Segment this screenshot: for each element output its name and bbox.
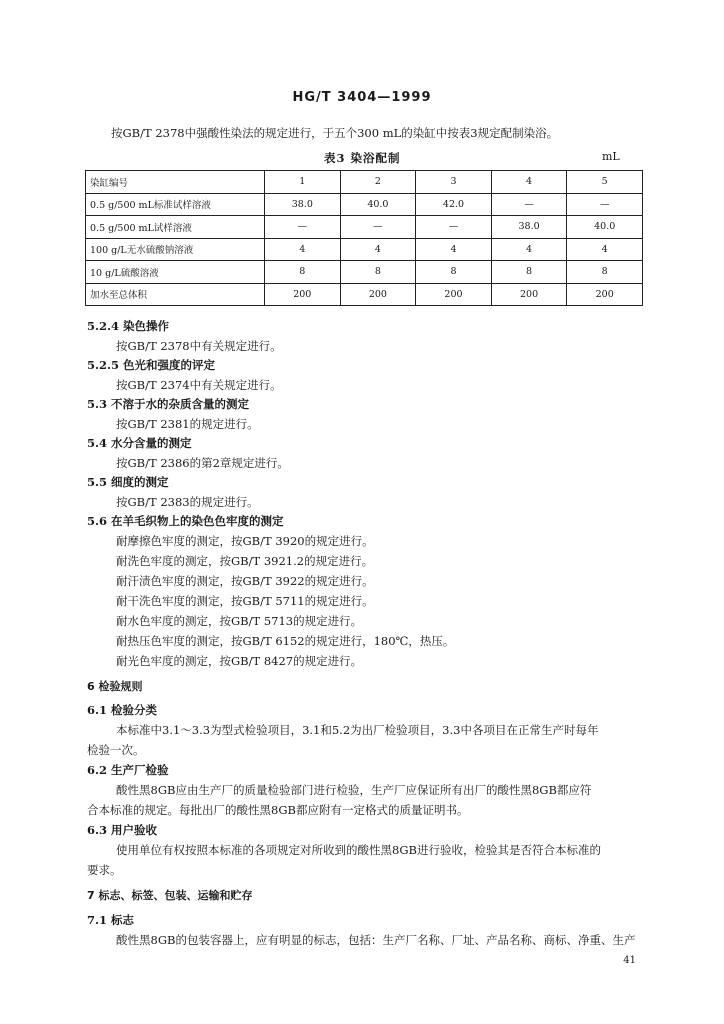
table-cell: 8 (491, 261, 567, 284)
section-heading: 5.4 水分含量的测定 (87, 436, 192, 450)
row-label: 10 g/L硫酸溶液 (86, 261, 265, 284)
paragraph-line: 酸性黑8GB的包装容器上，应有明显的标志，包括：生产厂名称、厂址、产品名称、商标、净重、生产 (116, 933, 636, 947)
table-cell: 38.0 (265, 193, 341, 216)
paragraph-line: 使用单位有权按照本标准的各项规定对所收到的酸性黑8GB进行验收，检验其是否符合本标准的 (116, 843, 601, 857)
table-row (86, 238, 643, 261)
dye-bath-table (85, 170, 643, 306)
list-item: 耐摩擦色牢度的测定，按GB/T 3920的规定进行。 (116, 534, 374, 548)
table-cell: 4 (416, 238, 492, 261)
table-cell: — (567, 193, 643, 216)
standard-header: HG/T 3404—1999 (292, 90, 432, 105)
chapter-heading: 7 标志、标签、包装、运输和贮存 (87, 889, 253, 902)
row-label: 染缸编号 (86, 171, 265, 194)
table-cell: 200 (416, 283, 492, 306)
paragraph-line: 本标准中3.1～3.3为型式检验项目，3.1和5.2为出厂检验项目，3.3中各项目在正常生产时每年 (116, 723, 599, 737)
paragraph-line: 酸性黑8GB应由生产厂的质量检验部门进行检验，生产厂应保证所有出厂的酸性黑8GB都应符 (116, 783, 592, 797)
table-cell: — (265, 216, 341, 239)
table-cell: 5 (567, 171, 643, 194)
table-cell: 4 (491, 171, 567, 194)
section-text: 按GB/T 2374中有关规定进行。 (116, 378, 282, 392)
table-caption: 表3 染浴配制 (324, 151, 401, 165)
paragraph-line: 要求。 (87, 863, 122, 877)
table-row (86, 216, 643, 239)
intro-paragraph: 按GB/T 2378中强酸性染法的规定进行，于五个300 mL的染缸中按表3规定配制染浴。 (111, 126, 559, 140)
table-cell: — (340, 216, 416, 239)
table-cell: 2 (340, 171, 416, 194)
section-heading: 6.3 用户验收 (87, 823, 158, 837)
row-label: 100 g/L无水硫酸钠溶液 (86, 238, 265, 261)
table-cell: — (491, 193, 567, 216)
section-text: 按GB/T 2381的规定进行。 (116, 417, 259, 431)
table-cell: 200 (340, 283, 416, 306)
table-row (86, 283, 643, 306)
table-cell: 40.0 (567, 216, 643, 239)
table-cell: 4 (491, 238, 567, 261)
table-row (86, 261, 643, 284)
section-heading: 5.2.4 染色操作 (87, 319, 170, 333)
row-label: 0.5 g/500 mL试样溶液 (86, 216, 265, 239)
section-heading: 6.1 检验分类 (87, 703, 158, 717)
table-cell: 1 (265, 171, 341, 194)
chapter-heading: 6 检验规则 (87, 680, 143, 693)
row-label: 0.5 g/500 mL标准试样溶液 (86, 193, 265, 216)
table-row (86, 171, 643, 194)
table-cell: 40.0 (340, 193, 416, 216)
table-cell: — (416, 216, 492, 239)
section-text: 按GB/T 2386的第2章规定进行。 (116, 456, 289, 470)
list-item: 耐光色牢度的测定，按GB/T 8427的规定进行。 (116, 654, 363, 668)
table-cell: 3 (416, 171, 492, 194)
paragraph-line: 检验一次。 (87, 743, 145, 757)
table-cell: 8 (340, 261, 416, 284)
table-cell: 200 (567, 283, 643, 306)
section-heading: 5.6 在羊毛织物上的染色色牢度的测定 (87, 514, 284, 528)
section-heading: 5.2.5 色光和强度的评定 (87, 358, 216, 372)
table-cell: 200 (491, 283, 567, 306)
section-heading: 6.2 生产厂检验 (87, 763, 169, 777)
section-text: 按GB/T 2378中有关规定进行。 (116, 339, 282, 353)
section-heading: 5.5 细度的测定 (87, 475, 169, 489)
list-item: 耐干洗色牢度的测定，按GB/T 5711的规定进行。 (116, 594, 374, 608)
table-cell: 42.0 (416, 193, 492, 216)
table-cell: 200 (265, 283, 341, 306)
section-heading: 5.3 不溶于水的杂质含量的测定 (87, 397, 250, 411)
list-item: 耐热压色牢度的测定，按GB/T 6152的规定进行，180℃，热压。 (116, 634, 455, 648)
table-cell: 8 (265, 261, 341, 284)
table-cell: 8 (416, 261, 492, 284)
section-heading: 7.1 标志 (87, 913, 135, 927)
table-cell: 8 (567, 261, 643, 284)
table-cell: 4 (567, 238, 643, 261)
paragraph-line: 合本标准的规定。每批出厂的酸性黑8GB都应附有一定格式的质量证明书。 (87, 803, 469, 817)
table-unit: mL (602, 150, 620, 163)
list-item: 耐水色牢度的测定，按GB/T 5713的规定进行。 (116, 614, 363, 628)
table-cell: 38.0 (491, 216, 567, 239)
list-item: 耐洗色牢度的测定，按GB/T 3921.2的规定进行。 (116, 554, 374, 568)
table-row (86, 193, 643, 216)
table-cell: 4 (340, 238, 416, 261)
row-label: 加水至总体积 (86, 283, 265, 306)
section-text: 按GB/T 2383的规定进行。 (116, 495, 259, 509)
page-number: 41 (623, 955, 636, 966)
list-item: 耐汗渍色牢度的测定，按GB/T 3922的规定进行。 (116, 574, 374, 588)
table-cell: 4 (265, 238, 341, 261)
